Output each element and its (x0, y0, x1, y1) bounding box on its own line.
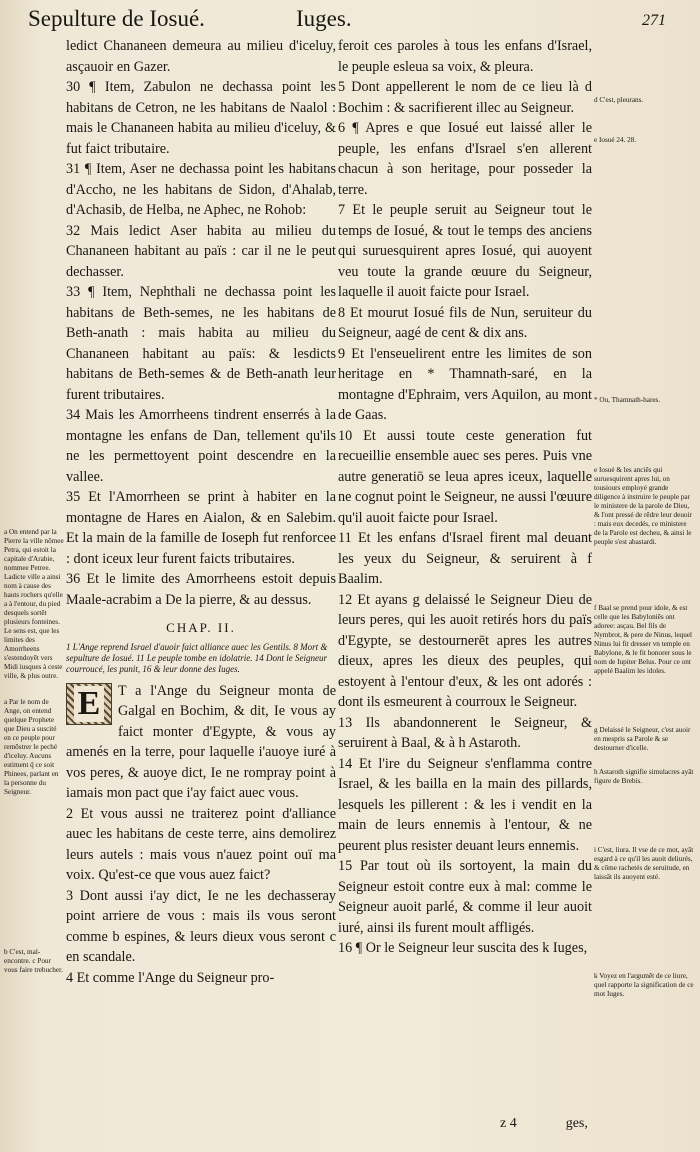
left-margin-note: b C'est, mal-encontre. c Pour vous faire trebucher. (4, 948, 63, 974)
verse: 36 Et le limite des Amorrheens estoit depuis Maale-acrabim a De la pierre, & au dessus. (66, 571, 336, 608)
verse: 16 ¶ Or le Seigneur leur suscita des k Iuges, (338, 940, 588, 956)
verse: 7 Et le peuple seruit au Seigneur tout le temps de Iosué, & tout le temps des anciens qui suruesquirent apres Iosué, qui auoyent veu toute la grande œuure du Seigneur, laquelle il auoit faicte pour Israel. (338, 202, 592, 300)
verse: 10 Et aussi toute ceste generation fut recueillie ensemble auec ses peres. Puis vne autre generatiō se leua apres iceux, laquelle ne cognut point le Seigneur, ne aussi l'œuure qu'il auoit faicte pour Israel. (338, 427, 592, 526)
right-margin-note: f Baal se prend pour idole, & est celle que les Babyloniēs ont adoree: asçau. Bel fils de Nymbrot, & pere de Ninus, lequel Ninus lui fit dresser vn temple en Babylone, & le fit honorer sous le nom de Iupiter Belus. Pour ce ont appelé Baalim les idoles. (594, 604, 693, 675)
right-margin-note: i C'est, liura. Il vse de ce mot, ayāt esgard à ce qu'il les auoit deliurés, & cōme rachetés de seruitude, en laissāt ils auoyent esté. (594, 846, 694, 881)
page-number: 271 (642, 12, 666, 29)
verse: 33 ¶ Item, Nephthali ne dechassa point les habitans de Beth-semes, ne les habitans de Beth-anath : mais habita au milieu du Chananeen habitant au païs: & lesdicts habitans de Beth-semes & de Beth-anath leur furent tributaires. (66, 284, 336, 403)
header-book-title: Iuges. (296, 6, 352, 31)
initial-letter: E (74, 686, 105, 722)
right-margin-note: h Astaroth signifie simulacres ayāt figure de Brebis. (594, 768, 694, 785)
catchword: ges, (565, 1116, 588, 1131)
left-text-column (66, 36, 336, 988)
left-margin-note: a Par le nom de Ange, on entend quelque Prophete que Dieu a suscité en ce peuple pour remōstrer le peché d'iceluy. Aucuns estiment q̃ ce soit Phinees, parlant en la personne du Seigneur. (4, 698, 59, 796)
verse: 35 Et l'Amorrheen se print à habiter en la montagne de Hares en Aialon, & en Salebim. Et la main de la famille de Ioseph fut renforcee : dont iceux leur furent faicts tributaires. (66, 489, 336, 567)
verse: 9 Et l'enseuelirent entre les limites de son heritage en * Thamnath-saré, en la montagne d'Ephraim, vers Aquilon, au mont de Gaas. (338, 345, 592, 423)
verse: 2 Et vous aussi ne traiterez point d'alliance auec les habitans de ceste terre, ains demolirez leurs autels : mais vous n'auez point ouï ma voix. Qu'est-ce que vous auez faict? (66, 805, 336, 883)
verse: ledict Chananeen demeura au milieu d'iceluy, asçauoir en Gazer. (66, 38, 336, 75)
verse: 3 Dont aussi i'ay dict, Ie ne les dechasseray point arriere de vous : mais ils vous seront comme b espines, & leurs dieux vous seront c en scandale. (66, 887, 336, 965)
chapter-opening-verse (66, 681, 336, 804)
verse: 34 Mais les Amorrheens tindrent enserrés à la montagne les enfans de Dan, tellement qu'ils ne les permettoyent point descendre en la vallee. (66, 407, 336, 485)
left-margin-note: a On entend par la Pierre la ville nōmee Petra, qui estoit la capitale d'Arabie, nommee Petree. Ladicte ville a ainsi nom à cause des hauts rochers qu'elle a à l'entour, du pied desquels sortēt plusieurs fonteines. Le sens est, que les limites des Amorrheens s'estendoyēt vers Midi iusques à ceste ville, & plus outre. (4, 528, 64, 680)
verse: 12 Et ayans g delaissé le Seigneur Dieu de leurs peres, qui les auoit retirés hors du païs d'Egypte, se destournerēt apres les autres dieux, apres les dieux des peuples, qui estoyent à l'entour d'eux, & les ont adorés : dont ils esmeurent à courroux le Seigneur. (338, 591, 592, 710)
verse: 6 ¶ Apres e que Iosué eut laissé aller le peuple, les enfans d'Israel s'en allerent chacun à son heritage, pour posseder la terre. (338, 120, 592, 198)
verse: 31 ¶ Item, Aser ne dechassa point les habitans d'Accho, ne les habitans de Sidon, d'Ahalab, d'Achasib, de Helba, ne Aphec, ne Rohob: (66, 161, 336, 218)
opening-verse-text: T a l'Ange du Seigneur monta de Galgal en Bochim, & dit, Ie vous ay faict monter d'Egypte, & vous ay amenés en la terre, pour laquelle i'auoye iuré à vos peres, & auoye dict, Ie ne rompray point à iamais mon pact que i'ay faict auec vous. (66, 682, 336, 801)
right-text-column (338, 36, 592, 959)
header-left-title: Sepulture de Iosué. (28, 6, 205, 31)
chapter-heading: CHAP. II. (166, 620, 236, 635)
decorated-initial (66, 683, 112, 725)
right-margin-note: k Voyez en l'argumēt de ce liure, quel rapporte la signification de ce mot Iuges. (594, 972, 694, 998)
right-margin-note: * Ou, Thamnath-hares. (594, 396, 661, 404)
verse: 5 Dont appellerent le nom de ce lieu là d Bochim : & sacrifierent illec au Seigneur. (338, 79, 592, 116)
verse: 32 Mais ledict Aser habita au milieu du Chananeen habitant au païs : car il ne le peut dechasser. (66, 222, 336, 280)
right-margin-note: e Iosué 24. 28. (594, 136, 637, 144)
verse: 13 Ils abandonnerent le Seigneur, & seruirent à Baal, & à h Astaroth. (338, 714, 592, 751)
right-margin-note: g Delaissé le Seigneur, c'est auoir en mespris sa Parole & se destourner d'icelle. (594, 726, 691, 752)
right-margin-note: d C'est, pleurans. (594, 96, 644, 104)
verse: 11 Et les enfans d'Israel firent mal deuant les yeux du Seigneur, & seruirent à f Baalim. (338, 530, 592, 587)
right-margin-note: e Iosué & les anciēs qui suruesquirent apres lui, on tousiours employé grande diligence à instruire le peuple par le ministere de la parole de Dieu, & l'ont pressé de rēdre leur deuoir : mais eux decedés, ce ministere de la Parole est decheu, & ainsi le peuple s'est abastardi. (594, 466, 692, 546)
verse: feroit ces paroles à tous les enfans d'Israel, le peuple esleua sa voix, & pleura. (338, 38, 592, 75)
verse: 15 Par tout où ils sortoyent, la main du Seigneur estoit contre eux à mal: comme le Seigneur auoit parlé, & comme il leur auoit iuré, ainsi ils furent moult affligés. (338, 858, 592, 936)
verse: 4 Et comme l'Ange du Seigneur pro- (66, 969, 275, 986)
running-header (28, 6, 672, 36)
verse: 8 Et mourut Iosué fils de Nun, seruiteur du Seigneur, aagé de cent & dix ans. (338, 304, 592, 341)
signature-mark: z 4 (500, 1116, 517, 1131)
verse: 30 ¶ Item, Zabulon ne dechassa point les habitans de Cetron, ne les habitans de Naalol : mais le Chananeen habita au milieu d'iceluy, & fut faict tributaire. (66, 79, 336, 157)
verse: 14 Et l'ire du Seigneur s'enflamma contre Israel, & les bailla en la main des pillards, lesquels les pillerent : & les i vendit en la main de leurs ennemis à l'entour, & ne peurent plus resister deuant leurs ennemis. (338, 755, 592, 854)
page-footer (500, 1116, 588, 1132)
chapter-summary: 1 L'Ange reprend Israel d'auoir faict alliance auec les Gentils. 8 Mort & sepulture de Iosué. 11 Le peuple tombe en idolatrie. 14 Dont le Seigneur courroucé, les punit, 16 & leur donne des Iuges. (66, 641, 328, 674)
